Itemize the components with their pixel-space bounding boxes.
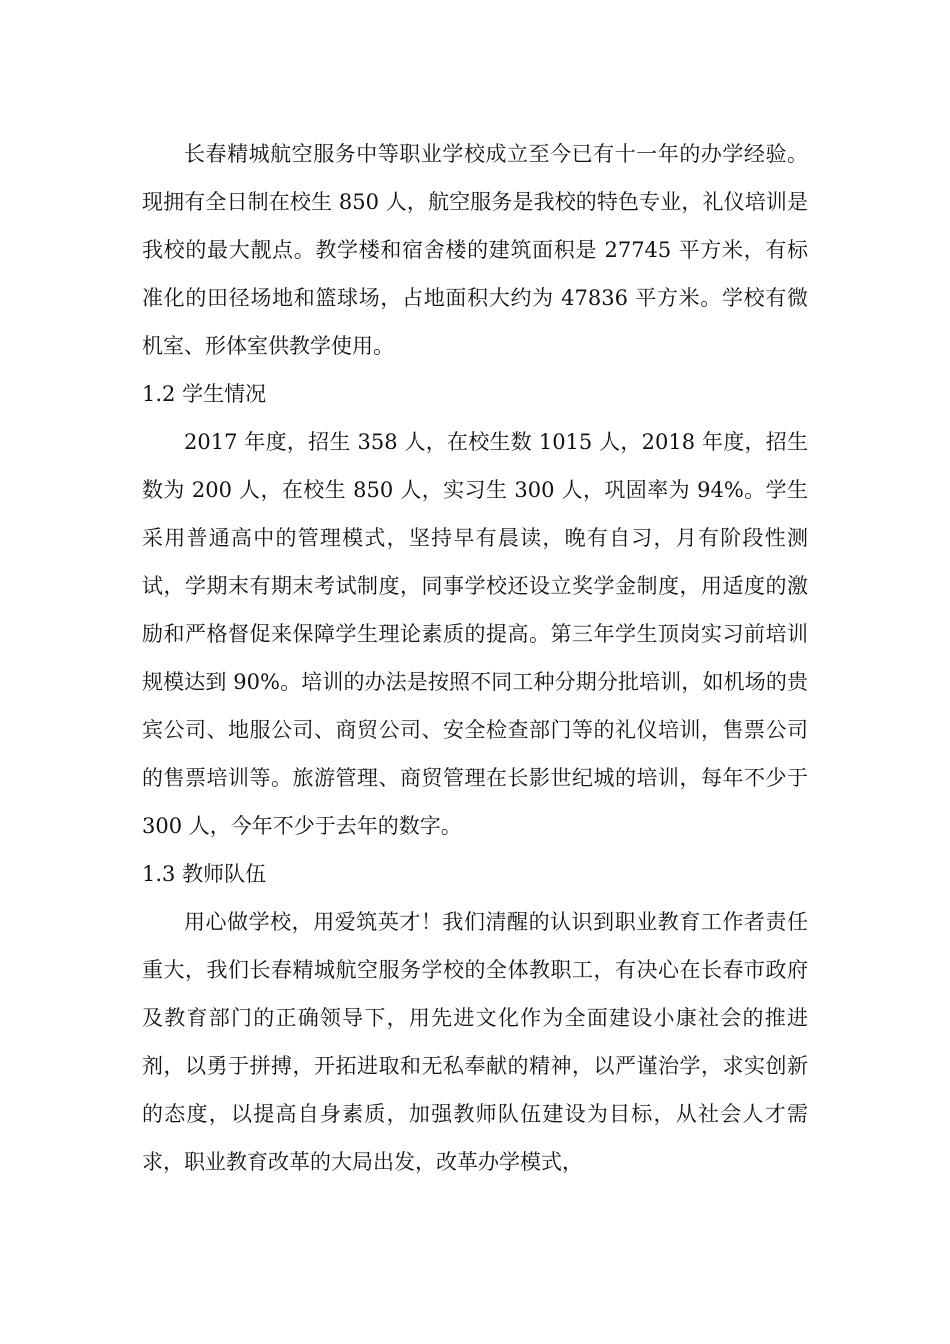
students-paragraph: 2017 年度，招生 358 人，在校生数 1015 人，2018 年度，招生数为 200 人，在校生 850 人，实习生 300 人，巩固率为 94%。学生采用普通高中的管理模式，坚持早有晨读，晚有自习，月有阶段性测试，学期末有期末考试制度，同事学校还设立奖学金制度，用适度的激励和严格督促来保障学生理论素质的提高。第三年学生顶岗实习前培训规模达到 90%。培训的办法是按照不同工种分期分批培训，如机场的贵宾公司、地服公司、商贸公司、安全检查部门等的礼仪培训，售票公司的售票培训等。旅游管理、商贸管理在长影世纪城的培训，每年不少于 300 人，今年不少于去年的数字。 (142, 430, 808, 838)
school-overview-paragraph: 长春精城航空服务中等职业学校成立至今已有十一年的办学经验。现拥有全日制在校生 850 人，航空服务是我校的特色专业，礼仪培训是我校的最大靓点。教学楼和宿舍楼的建筑面积是 27745 平方米，有标准化的田径场地和篮球场，占地面积大约为 47836 平方米。学校有微机室、形体室供教学使用。 (142, 142, 808, 358)
teachers-paragraph: 用心做学校，用爱筑英才！我们清醒的认识到职业教育工作者责任重大，我们长春精城航空服务学校的全体教职工，有决心在长春市政府及教育部门的正确领导下，用先进文化作为全面建设小康社会的推进剂，以勇于拼搏，开拓进取和无私奉献的精神，以严谨治学，求实创新的态度，以提高自身素质，加强教师队伍建设为目标，从社会人才需求，职业教育改革的大局出发，改革办学模式， (142, 910, 808, 1174)
section-heading-students: 1.2 学生情况 (142, 382, 267, 406)
document-page (142, 130, 808, 1186)
section-heading-teachers: 1.3 教师队伍 (142, 862, 267, 886)
